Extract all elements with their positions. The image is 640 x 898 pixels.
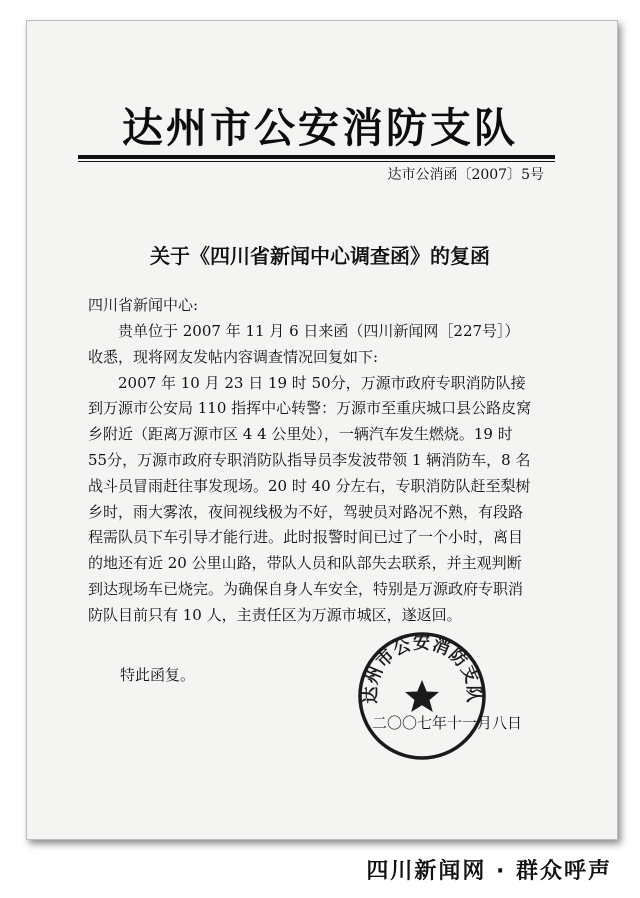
closing-remark: 特此函复。 <box>120 666 196 684</box>
letterhead-rule-thin <box>78 161 555 162</box>
document-title: 关于《四川省新闻中心调查函》的复函 <box>150 244 490 268</box>
document-number: 达市公消函〔2007〕5号 <box>387 167 544 183</box>
paragraph-1: 贵单位于 2007 年 11 月 6 日来函（四川新闻网［227号］）收悉，现将网友发帖内容调查情况回复如下: <box>88 322 520 366</box>
paragraph-2: 2007 年 10 月 23 日 19 时 50分，万源市政府专职消防队接到万源市公安局 110 指挥中心转警：万源市至重庆城口县公路皮窝乡附近（距离万源市区 4 4 公里处），一辆汽车发生燃烧。19 时 55分，万源市政府专职消防队指导员李发波带领 1 辆消防车，8 名战斗员冒雨赶往事发现场。20 时 40 分左右，专职消防队赶至梨树乡时，雨大雾浓，夜间视线极为不好，驾驶员对路况不熟，有段路程需队员下车引导才能行进。此时报警时间已过了一个小时，离目的地还有近 20 公里山路，带队人员和队部失去联系，并主观判断到达现场车已烧完。为确保自身人车安全，特别是万源政府专职消防队目前只有 10 人，主责任区为万源市城区，遂返回。 <box>88 373 532 624</box>
letterhead-rule-thick <box>78 155 555 159</box>
letter-body <box>88 319 532 629</box>
seal-text: 达州市公安消防支队 <box>360 633 484 704</box>
footer-caption: 四川新闻网 · 群众呼声 <box>366 859 612 884</box>
letterhead-org-name: 达州市公安消防支队 <box>122 104 518 152</box>
star-icon <box>405 680 439 712</box>
salutation: 四川省新闻中心: <box>88 296 199 314</box>
official-seal <box>356 630 488 762</box>
document-date: 二〇〇七年十一月八日 <box>371 714 522 732</box>
